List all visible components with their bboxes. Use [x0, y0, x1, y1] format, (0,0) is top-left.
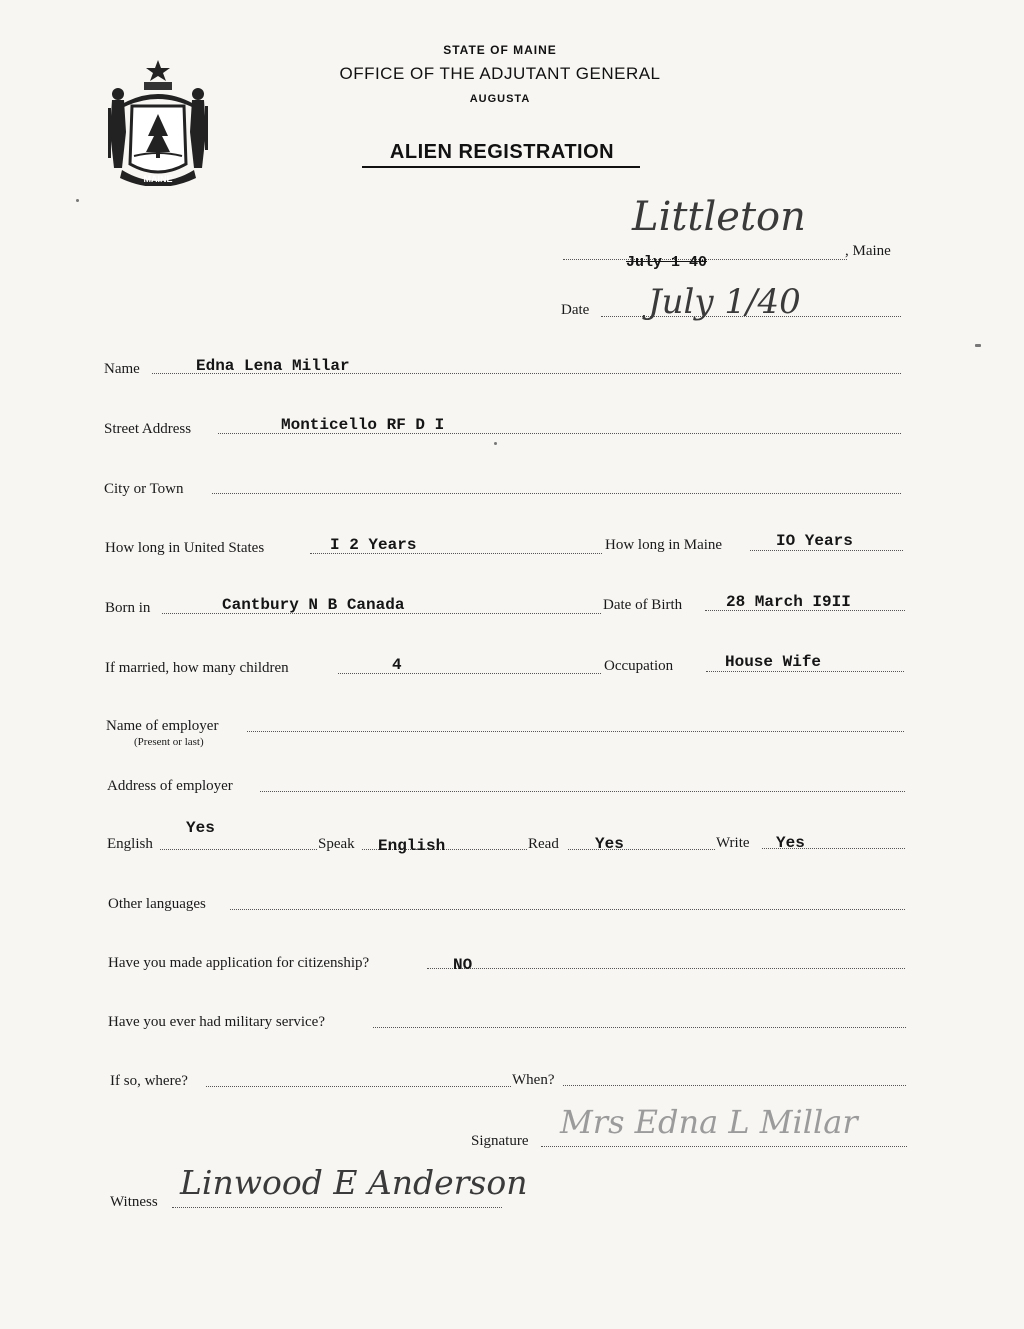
maine-years-line — [750, 550, 903, 551]
scan-speck — [975, 344, 981, 347]
when-line — [563, 1085, 906, 1086]
citizenship-line — [427, 968, 905, 969]
employer-label: Name of employer — [106, 718, 219, 734]
where-line — [206, 1086, 511, 1087]
citizenship-label: Have you made application for citizenship? — [108, 955, 370, 971]
born-in-value: Cantbury N B Canada — [222, 596, 405, 614]
witness-value: Linwood E Anderson — [180, 1163, 528, 1202]
street-address-label: Street Address — [104, 421, 192, 437]
employer-sublabel: (Present or last) — [134, 736, 204, 748]
signature-value: Mrs Edna L Millar — [560, 1103, 858, 1141]
speak-label: Speak — [318, 836, 355, 852]
street-address-value: Monticello RF D I — [281, 416, 445, 434]
english-label: English — [107, 836, 153, 852]
witness-label: Witness — [110, 1194, 158, 1210]
name-value: Edna Lena Millar — [196, 357, 350, 375]
citizenship-value: NO — [453, 956, 473, 974]
signature-label: Signature — [471, 1133, 529, 1149]
us-years-label: How long in United States — [105, 540, 265, 556]
maine-years-label: How long in Maine — [605, 537, 723, 553]
place-handwritten: Littleton — [632, 194, 806, 240]
scan-speck — [76, 199, 79, 202]
dob-value: 28 March I9II — [726, 593, 851, 611]
maine-suffix: , Maine — [845, 243, 891, 259]
occupation-line — [706, 671, 904, 672]
born-in-label: Born in — [105, 600, 151, 616]
witness-line — [172, 1207, 502, 1208]
write-value: Yes — [776, 834, 805, 852]
military-line — [373, 1027, 906, 1028]
employer-address-label: Address of employer — [107, 778, 233, 794]
office-heading: OFFICE OF THE ADJUTANT GENERAL — [339, 64, 661, 83]
employer-line — [247, 731, 904, 732]
english-line — [160, 849, 317, 850]
occupation-value: House Wife — [725, 653, 822, 671]
when-label: When? — [512, 1072, 555, 1088]
other-languages-label: Other languages — [108, 896, 206, 912]
city-town-label: City or Town — [104, 481, 184, 497]
us-years-value: I 2 Years — [330, 536, 417, 554]
state-heading: STATE OF MAINE — [443, 43, 557, 57]
children-line — [338, 673, 601, 674]
read-label: Read — [528, 836, 559, 852]
title-underline — [362, 166, 640, 168]
occupation-label: Occupation — [604, 658, 674, 674]
ink-speck — [494, 442, 497, 445]
city-heading: AUGUSTA — [469, 93, 531, 105]
children-label: If married, how many children — [105, 660, 289, 676]
employer-address-line — [260, 791, 905, 792]
maine-years-value: IO Years — [776, 532, 853, 550]
military-label: Have you ever had military service? — [108, 1014, 325, 1030]
form-title: ALIEN REGISTRATION — [389, 141, 615, 163]
signature-line — [541, 1146, 907, 1147]
english-value: Yes — [186, 819, 215, 837]
name-label: Name — [104, 361, 140, 377]
date-handwritten: July 1/40 — [648, 282, 801, 322]
place-typed-struck: July 1 40 — [626, 254, 708, 271]
seal-motto: MAINE — [143, 174, 173, 184]
read-line — [568, 849, 715, 850]
other-languages-line — [230, 909, 905, 910]
children-value: 4 — [392, 656, 402, 674]
dob-label: Date of Birth — [603, 597, 683, 613]
date-label: Date — [561, 302, 590, 318]
city-town-line — [212, 493, 901, 494]
speak-value: English — [378, 837, 446, 855]
write-label: Write — [716, 835, 750, 851]
maine-state-seal-icon — [104, 58, 212, 186]
read-value: Yes — [595, 835, 624, 853]
where-label: If so, where? — [110, 1073, 188, 1089]
